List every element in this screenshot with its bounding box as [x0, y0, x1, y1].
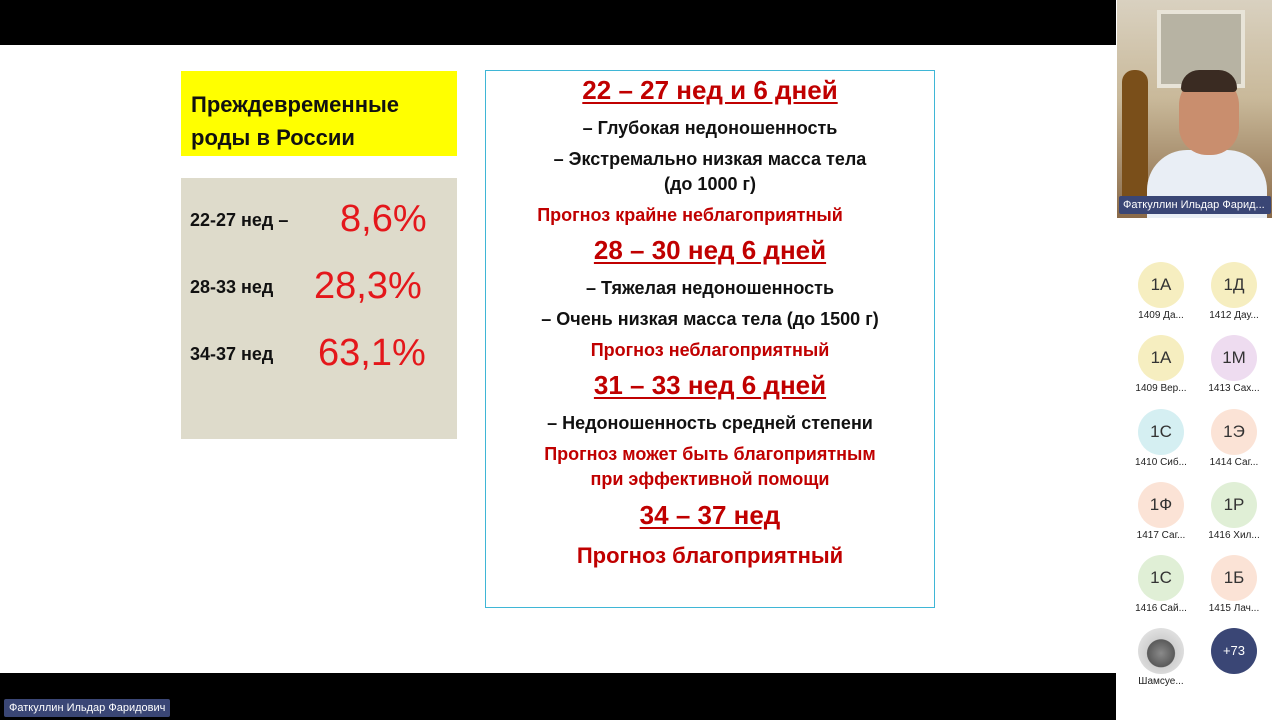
prognosis-text: Прогноз благоприятный [576, 543, 844, 568]
info-item: – Очень низкая масса тела (до 1500 г) [541, 309, 879, 329]
participant-avatar: 1А [1138, 262, 1184, 308]
section-heading: 28 – 30 нед 6 дней [593, 235, 827, 265]
section-heading: 22 – 27 нед и 6 дней [582, 75, 838, 105]
stat-value: 28,3% [314, 265, 422, 307]
participant-name: 1414 Саг... [1209, 457, 1259, 468]
presenter-video-name: Фаткуллин Ильдар Фарид... [1119, 196, 1271, 214]
prognosis-text: при эффективной помощи [590, 469, 830, 489]
presenter-name-tag: Фаткуллин Ильдар Фаридович [4, 699, 170, 717]
participant-tile[interactable] [1126, 628, 1196, 692]
participant-avatar: 1А [1138, 335, 1184, 381]
participant-photo-avatar [1138, 628, 1184, 674]
stat-row [190, 191, 450, 241]
slide-title-line2: роды в России [191, 125, 355, 150]
stat-label: 28-33 нед [190, 277, 274, 297]
prognosis-text: Прогноз неблагоприятный [590, 340, 830, 360]
participant-name: 1416 Сай... [1135, 603, 1187, 614]
participant-tile[interactable] [1126, 555, 1196, 619]
participant-name: Шамсуе... [1138, 676, 1184, 687]
participant-avatar: 1Ф [1138, 482, 1184, 528]
participant-tile[interactable] [1199, 335, 1269, 399]
info-item: – Тяжелая недоношенность [585, 278, 835, 298]
participant-avatar: 1Э [1211, 409, 1257, 455]
participant-avatar: 1М [1211, 335, 1257, 381]
prognosis-text: Прогноз крайне неблагоприятный [537, 205, 843, 225]
slide-title-box [181, 71, 457, 156]
stat-value: 8,6% [340, 198, 427, 240]
participant-avatar: 1Б [1211, 555, 1257, 601]
participant-name: 1413 Сах... [1208, 383, 1260, 394]
participant-name: 1417 Саг... [1136, 530, 1186, 541]
info-item: – Экстремально низкая масса тела [553, 149, 867, 169]
stat-row [190, 325, 450, 375]
slide-title-line1: Преждевременные [191, 92, 400, 117]
presenter-video[interactable] [1117, 0, 1272, 218]
participant-name: 1412 Дау... [1209, 310, 1259, 321]
stat-value: 63,1% [318, 332, 426, 374]
more-participants-button[interactable] [1199, 628, 1269, 692]
stats-box [181, 178, 457, 439]
participant-avatar: 1Д [1211, 262, 1257, 308]
participant-tile[interactable] [1199, 262, 1269, 326]
participant-tile[interactable] [1199, 409, 1269, 473]
participant-avatar: 1С [1138, 555, 1184, 601]
participant-name: 1416 Хил... [1208, 530, 1260, 541]
participant-tile[interactable] [1126, 335, 1196, 399]
participant-avatar: 1С [1138, 409, 1184, 455]
info-item: (до 1000 г) [664, 174, 756, 194]
stat-label: 22-27 нед – [190, 210, 289, 230]
participant-tile[interactable] [1126, 409, 1196, 473]
participant-avatar: 1Р [1211, 482, 1257, 528]
participant-name: 1410 Сиб... [1135, 457, 1187, 468]
stat-row [190, 258, 450, 308]
participant-tile[interactable] [1126, 482, 1196, 546]
section-heading: 31 – 33 нед 6 дней [593, 370, 827, 400]
participant-tile[interactable] [1199, 482, 1269, 546]
prognosis-text: Прогноз может быть благоприятным [544, 444, 876, 464]
presentation-slide [0, 45, 1116, 673]
info-item: – Недоношенность средней степени [547, 413, 873, 433]
participant-name: 1409 Вер... [1135, 383, 1187, 394]
more-participants-count: +73 [1211, 628, 1257, 674]
section-heading: 34 – 37 нед [639, 500, 781, 530]
participant-tile[interactable] [1199, 555, 1269, 619]
gestation-info-box [485, 70, 935, 608]
participant-name: 1415 Лач... [1208, 603, 1260, 614]
participant-name: 1409 Да... [1138, 310, 1184, 321]
info-item: – Глубокая недоношенность [582, 118, 838, 138]
participant-tile[interactable] [1126, 262, 1196, 326]
stat-label: 34-37 нед [190, 344, 274, 364]
presenter-hair [1181, 70, 1237, 92]
background-lamp [1122, 70, 1148, 200]
